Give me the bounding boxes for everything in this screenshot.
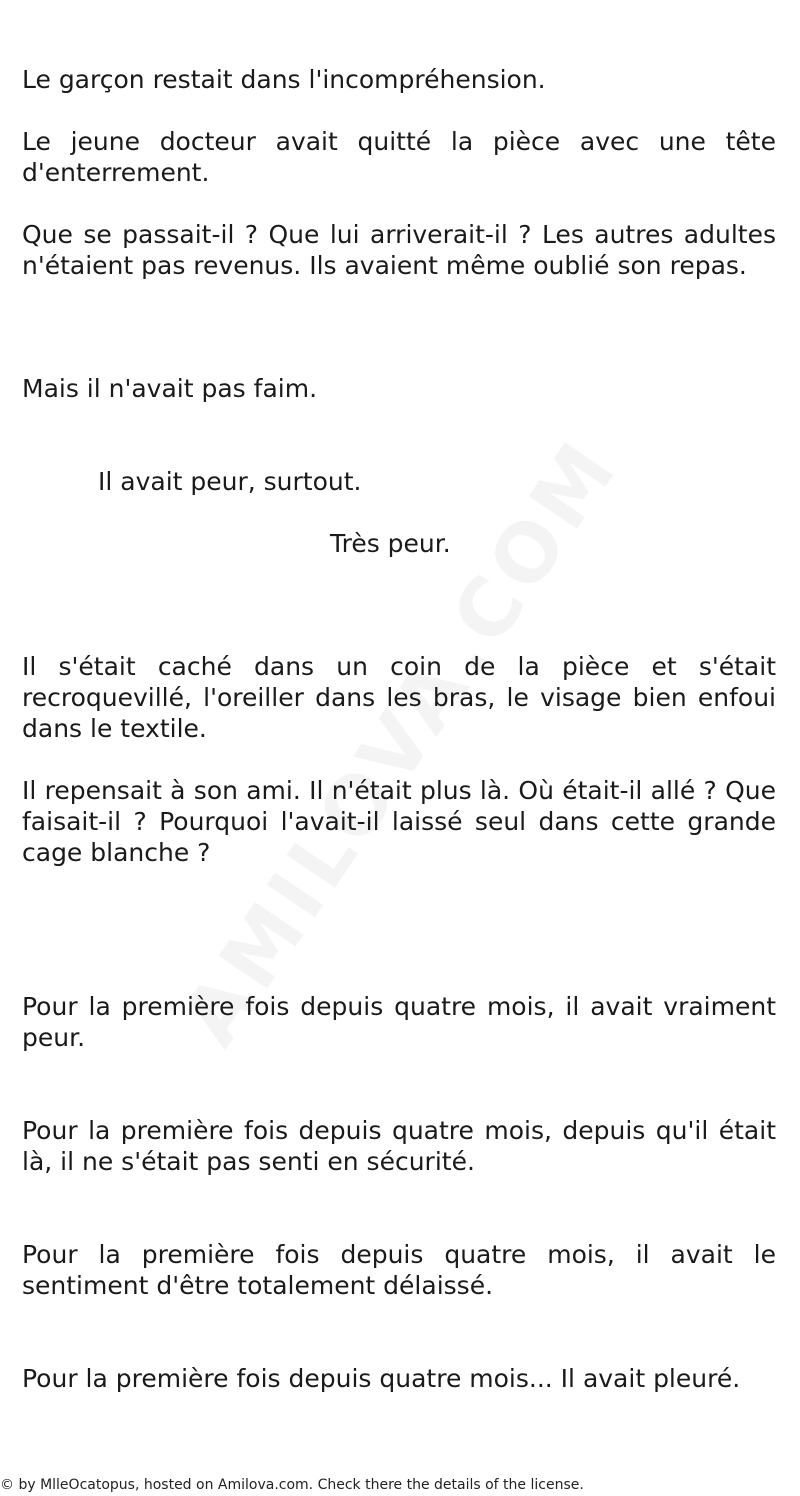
paragraph-3: Que se passait-il ? Que lui arriverait-il ? Les autres adultes n'étaient pas revenus. Ils avaient même oublié son repas. xyxy=(22,220,776,280)
paragraph-5: Il avait peur, surtout. xyxy=(98,467,362,496)
paragraph-10: Pour la première fois depuis quatre mois, depuis qu'il était là, il ne s'était pas senti en sécurité. xyxy=(22,1116,776,1176)
paragraph-2: Le jeune docteur avait quitté la pièce avec une tête d'enterrement. xyxy=(22,127,776,187)
paragraph-4: Mais il n'avait pas faim. xyxy=(22,374,318,403)
paragraph-9: Pour la première fois depuis quatre mois, il avait vraiment peur. xyxy=(22,992,776,1052)
paragraph-8: Il repensait à son ami. Il n'était plus là. Où était-il allé ? Que faisait-il ? Pourquoi l'avait-il laissé seul dans cette grande cage blanche ? xyxy=(22,776,776,867)
paragraph-12: Pour la première fois depuis quatre mois... Il avait pleuré. xyxy=(22,1364,741,1393)
paragraph-1: Le garçon restait dans l'incompréhension. xyxy=(22,65,546,94)
paragraph-11: Pour la première fois depuis quatre mois, il avait le sentiment d'être totalement délaissé. xyxy=(22,1240,776,1300)
license-footer: © by MlleOcatopus, hosted on Amilova.com. Check there the details of the license. xyxy=(0,1477,584,1493)
paragraph-7: Il s'était caché dans un coin de la pièce et s'était recroquevillé, l'oreiller dans les bras, le visage bien enfoui dans le textile. xyxy=(22,652,776,743)
paragraph-6: Très peur. xyxy=(330,529,451,558)
